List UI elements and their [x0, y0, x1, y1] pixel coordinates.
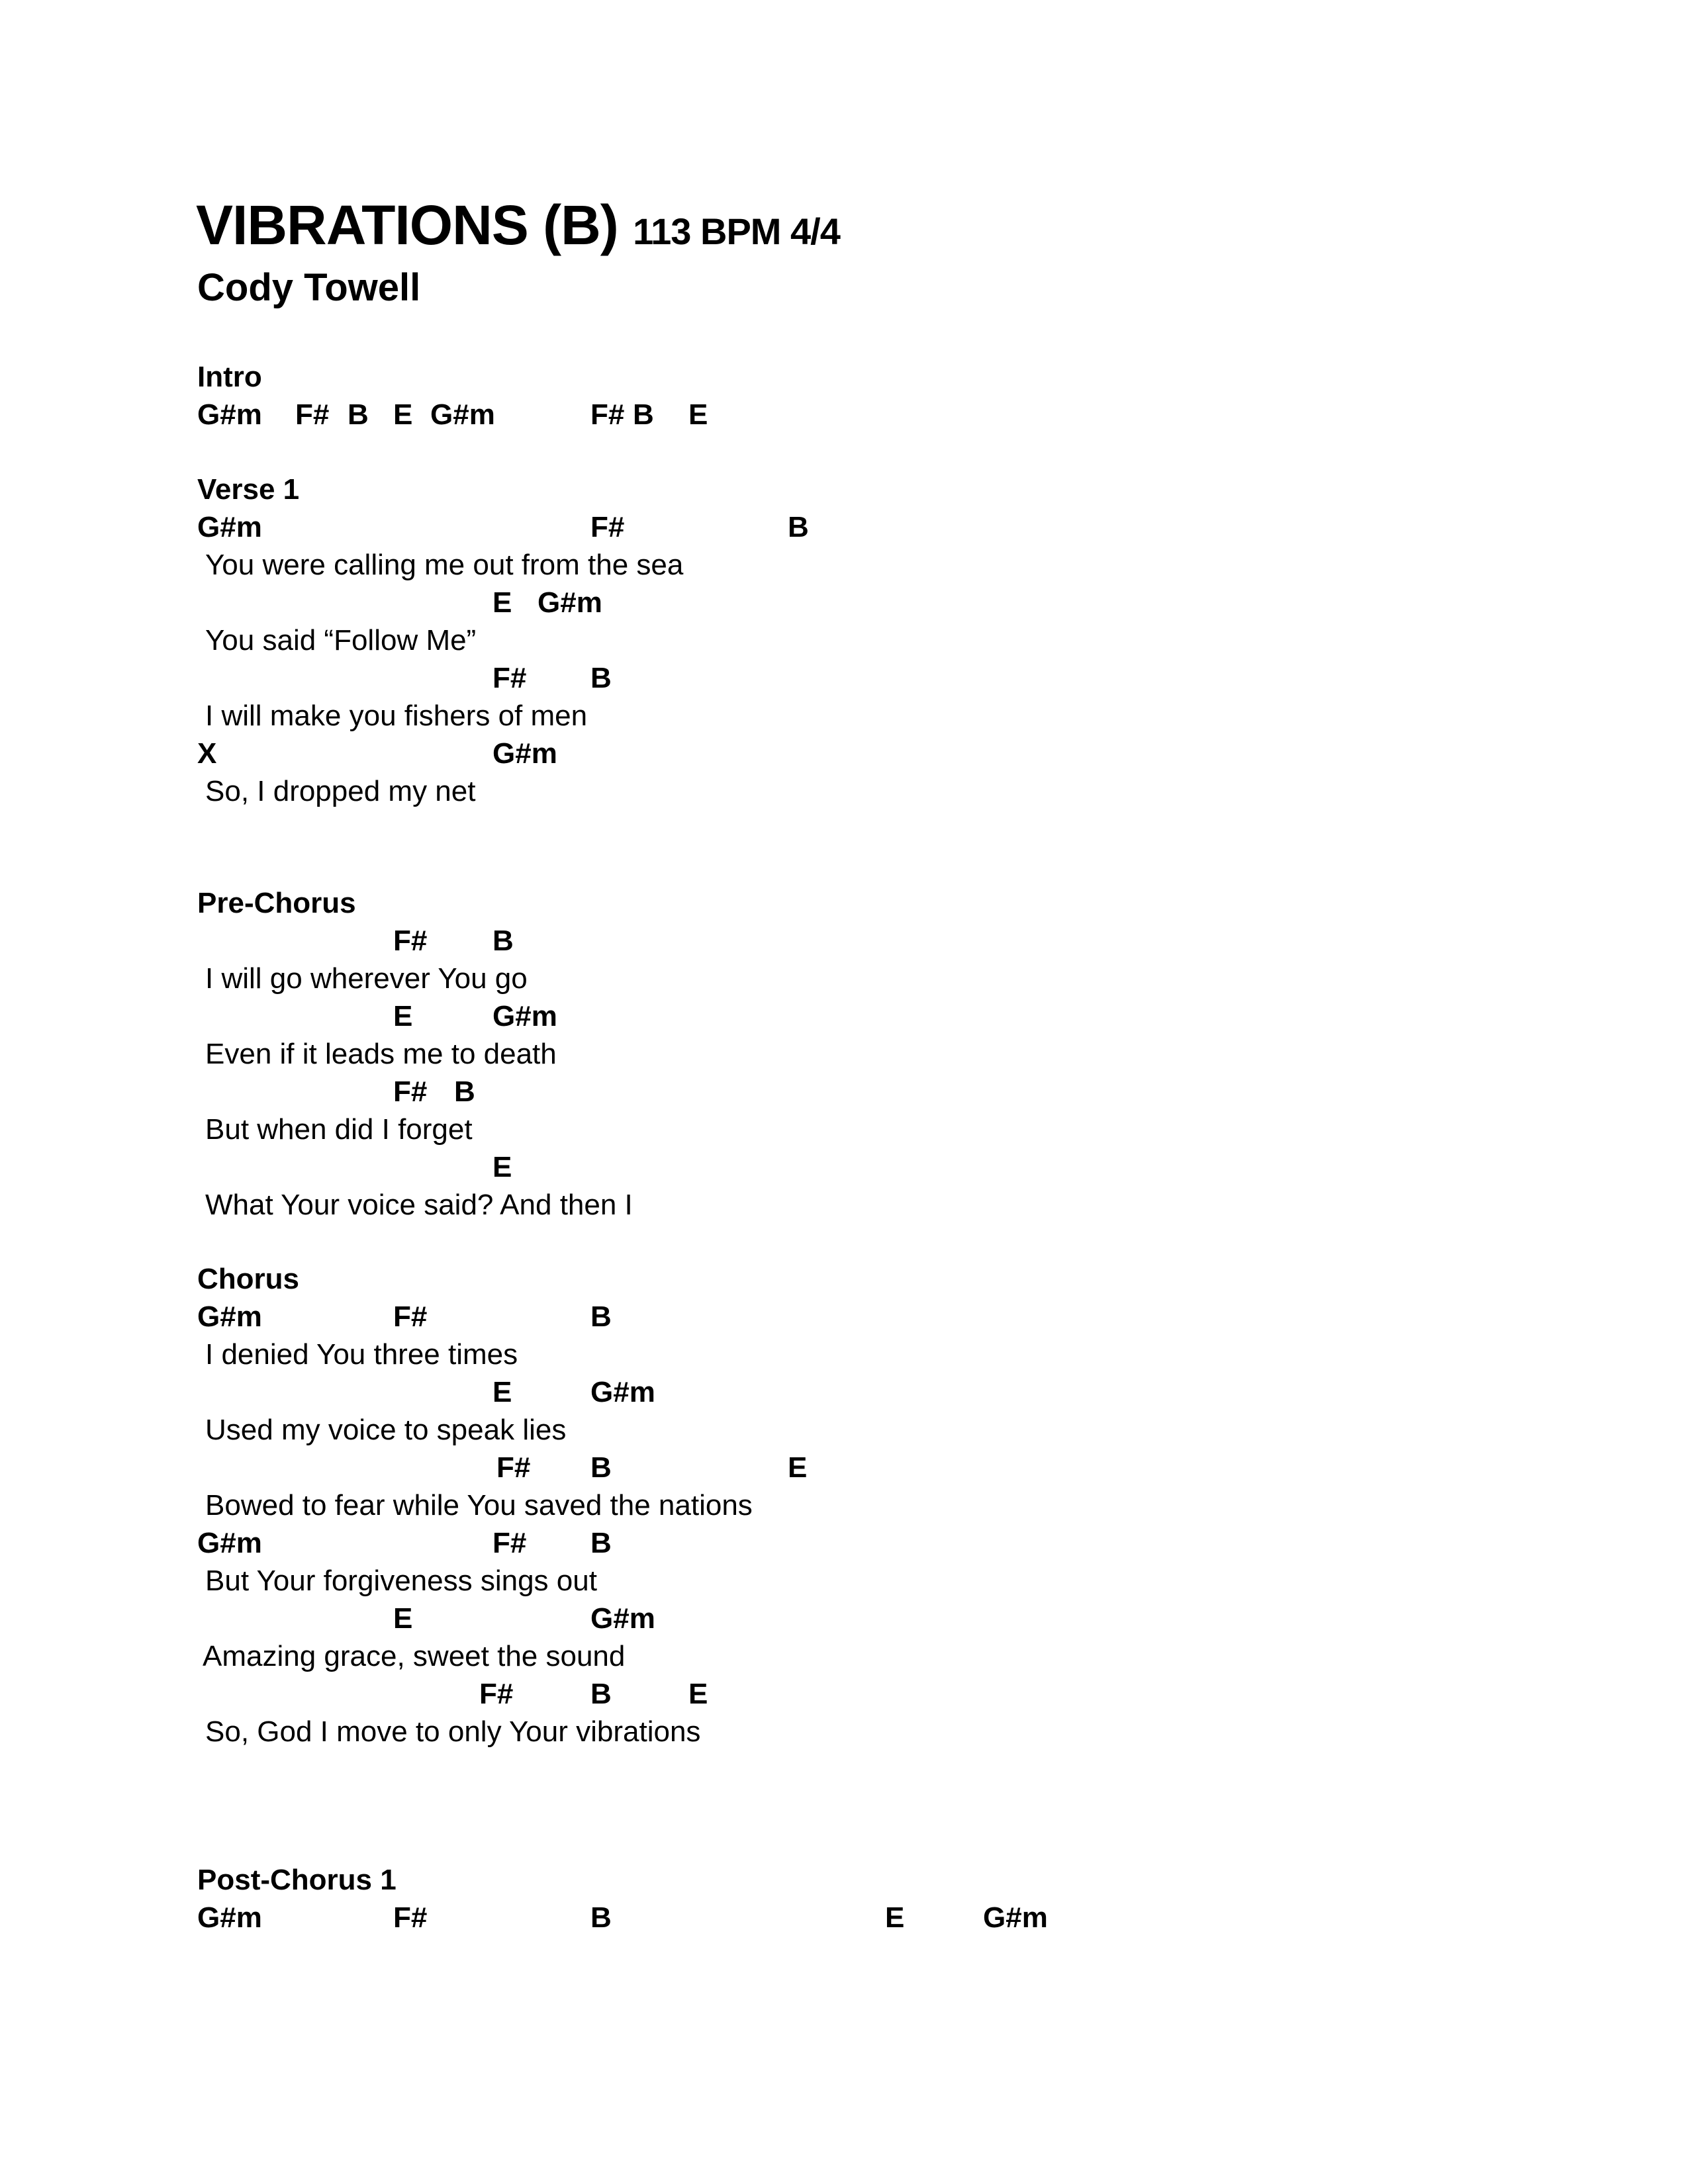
- chord: B: [590, 1527, 612, 1559]
- lyric-row: [0, 772, 1688, 811]
- chord: F#: [393, 1901, 428, 1934]
- chord: F#: [492, 1527, 527, 1559]
- chord: E: [393, 1000, 413, 1032]
- chord: G#m: [590, 1376, 655, 1408]
- lyric-row: [0, 960, 1688, 998]
- chord-row: [0, 1373, 1688, 1412]
- chord-row: [0, 508, 1688, 547]
- chord: F#: [479, 1678, 514, 1710]
- section-heading: Chorus: [197, 1263, 299, 1295]
- section-heading: Post-Chorus 1: [197, 1864, 397, 1896]
- chord: G#m: [430, 398, 495, 431]
- lyric-line: What Your voice said? And then I: [205, 1189, 633, 1221]
- chord-row: [0, 584, 1688, 622]
- chord: G#m: [590, 1602, 655, 1635]
- section-heading-row: [0, 471, 1688, 509]
- lyric-line: But when did I forget: [205, 1113, 473, 1146]
- lyric-row: [0, 621, 1688, 660]
- section-heading: Intro: [197, 361, 262, 393]
- chord: B: [590, 662, 612, 694]
- section-heading-row: [0, 358, 1688, 396]
- song-title-text: VIBRATIONS (B): [196, 194, 618, 256]
- chord-row: [0, 1449, 1688, 1487]
- lyric-line: So, I dropped my net: [205, 775, 476, 807]
- chord: F#: [590, 511, 625, 543]
- chord: E: [688, 1678, 708, 1710]
- chord-row: [0, 735, 1688, 773]
- chord-row: [0, 1073, 1688, 1111]
- chord: F#: [393, 1075, 428, 1108]
- chord: G#m: [197, 511, 262, 543]
- chord-row: [0, 922, 1688, 960]
- chord-row: [0, 659, 1688, 698]
- chord-row: [0, 1148, 1688, 1187]
- chord: F#: [393, 1300, 428, 1333]
- chord: E: [492, 1151, 512, 1183]
- section-heading: Verse 1: [197, 473, 300, 506]
- chord: E: [393, 398, 413, 431]
- chord: F#: [492, 662, 527, 694]
- chord: F#: [393, 925, 428, 957]
- lyric-line: Used my voice to speak lies: [205, 1414, 567, 1446]
- lyric-row: [0, 1562, 1688, 1600]
- chord: G#m: [492, 737, 557, 770]
- chord: B: [590, 1678, 612, 1710]
- chord: E: [393, 1602, 413, 1635]
- lyric-line: I will make you fishers of men: [205, 700, 588, 732]
- lyric-line: Bowed to fear while You saved the nations: [205, 1489, 753, 1522]
- chord-row: [0, 396, 1688, 434]
- chord: G#m: [983, 1901, 1048, 1934]
- chord-row: [0, 997, 1688, 1036]
- lyric-line: You were calling me out from the sea: [205, 549, 684, 581]
- chord: F#: [295, 398, 330, 431]
- chord: G#m: [197, 1300, 262, 1333]
- section-heading: Pre-Chorus: [197, 887, 356, 919]
- chord: G#m: [197, 1901, 262, 1934]
- chord: G#m: [197, 398, 262, 431]
- chord: X: [197, 737, 217, 770]
- chord-row: [0, 1899, 1688, 1937]
- lyric-row: [0, 1035, 1688, 1073]
- lyric-line: Amazing grace, sweet the sound: [203, 1640, 626, 1672]
- chord: F#: [590, 398, 625, 431]
- lyric-row: [0, 1186, 1688, 1224]
- chord: B: [590, 1451, 612, 1484]
- chord: E: [885, 1901, 905, 1934]
- lyric-line: You said “Follow Me”: [205, 624, 477, 657]
- chord: B: [454, 1075, 475, 1108]
- chord: E: [492, 1376, 512, 1408]
- lyric-row: [0, 1713, 1688, 1751]
- lyric-row: [0, 1111, 1688, 1149]
- lyric-row: [0, 1336, 1688, 1374]
- chord: G#m: [492, 1000, 557, 1032]
- song-artist: Cody Towell: [197, 266, 421, 309]
- tempo-time-signature: 113 BPM 4/4: [633, 210, 840, 252]
- lyric-line: But Your forgiveness sings out: [205, 1565, 597, 1597]
- chord: E: [788, 1451, 808, 1484]
- lyric-row: [0, 546, 1688, 584]
- chord-row: [0, 1600, 1688, 1638]
- lyric-line: I denied You three times: [205, 1338, 518, 1371]
- lyric-row: [0, 1411, 1688, 1449]
- chord: E: [688, 398, 708, 431]
- chord: G#m: [197, 1527, 262, 1559]
- lyric-line: I will go wherever You go: [205, 962, 528, 995]
- song-title: [196, 192, 840, 265]
- section-heading-row: [0, 1861, 1688, 1899]
- chord: E: [492, 586, 512, 619]
- chord-row: [0, 1298, 1688, 1336]
- lyric-row: [0, 1486, 1688, 1525]
- chord-row: [0, 1675, 1688, 1713]
- chord: F#: [496, 1451, 531, 1484]
- chord: B: [492, 925, 514, 957]
- chord: B: [348, 398, 369, 431]
- chord: B: [590, 1300, 612, 1333]
- chord-row: [0, 1524, 1688, 1563]
- lyric-line: So, God I move to only Your vibrations: [205, 1715, 701, 1748]
- lyric-line: Even if it leads me to death: [205, 1038, 557, 1070]
- chord: B: [590, 1901, 612, 1934]
- chord: B: [788, 511, 809, 543]
- section-heading-row: [0, 884, 1688, 923]
- section-heading-row: [0, 1260, 1688, 1298]
- chord: B: [633, 398, 654, 431]
- lyric-row: [0, 697, 1688, 735]
- lyric-row: [0, 1637, 1688, 1676]
- chord: G#m: [538, 586, 602, 619]
